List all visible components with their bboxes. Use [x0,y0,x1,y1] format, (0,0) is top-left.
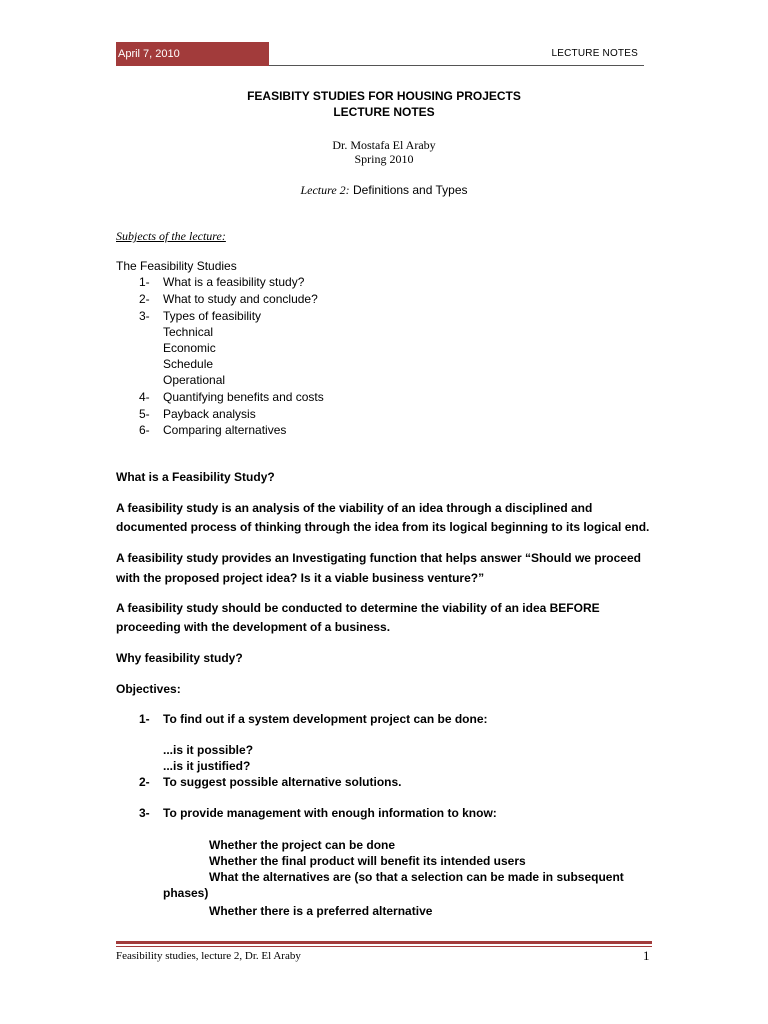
list-item-number: 2- [139,292,150,306]
header-rule [269,65,644,66]
list-subitem: Technical [163,325,214,339]
footer-rule-thick [116,941,652,944]
paragraph-line: A feasibility study is an analysis of the viability of an idea through a disciplined and [116,501,593,515]
objective-number: 1- [139,712,150,726]
footer-text: Feasibility studies, lecture 2, Dr. El Araby [116,950,301,962]
list-item-number: 6- [139,423,150,437]
list-item: Types of feasibility [163,309,262,323]
lecture-title: Definitions and Types [353,183,468,197]
section-heading-what-is: What is a Feasibility Study? [116,470,275,484]
list-item-number: 1- [139,275,150,289]
paragraph-line: A feasibility study provides an Investigating function that helps answer “Should we proceed [116,551,641,565]
list-subitem: Economic [163,341,216,355]
lecture-prefix: Lecture 2: [300,183,350,197]
list-item-number: 3- [139,309,150,323]
author: Dr. Mostafa El Araby [332,138,436,152]
objective-subitem-continued: phases) [163,886,209,900]
subjects-heading: Subjects of the lecture: [116,229,226,243]
objective-text: To provide management with enough information to know: [163,806,497,820]
list-item: Payback analysis [163,407,256,421]
objective-number: 3- [139,806,150,820]
section-heading-why: Why feasibility study? [116,651,243,665]
objective-subitem: Whether the final product will benefit its intended users [209,854,526,868]
list-item: What is a feasibility study? [163,275,305,289]
paragraph-line: with the proposed project idea? Is it a viable business venture?” [116,571,485,585]
header-date: April 7, 2010 [116,42,269,66]
lecture-heading [0,183,768,198]
page-number: 1 [643,948,650,963]
header-label: LECTURE NOTES [551,48,638,59]
objective-subitem: Whether there is a preferred alternative [209,904,433,918]
objective-number: 2- [139,775,150,789]
paragraph-line: A feasibility study should be conducted to determine the viability of an idea BEFORE [116,601,600,615]
subjects-group: The Feasibility Studies [116,259,237,273]
list-item: Comparing alternatives [163,423,287,437]
list-subitem: Operational [163,373,226,387]
paragraph-line: documented process of thinking through the idea from its logical beginning to its logical end. [116,520,650,534]
footer-rule-thin [116,946,652,947]
objective-subitem: What the alternatives are (so that a selection can be made in subsequent [209,870,624,884]
list-item-number: 4- [139,390,150,404]
objective-text: To suggest possible alternative solutions. [163,775,402,789]
objective-text: To find out if a system development project can be done: [163,712,488,726]
objective-subitem: ...is it possible? [163,743,254,757]
objectives-label: Objectives: [116,682,181,696]
list-item: Quantifying benefits and costs [163,390,324,404]
list-item: What to study and conclude? [163,292,318,306]
paragraph-line: proceeding with the development of a business. [116,620,391,634]
objective-subitem: ...is it justified? [163,759,251,773]
document-subtitle: LECTURE NOTES [333,105,435,119]
objective-subitem: Whether the project can be done [209,838,396,852]
term: Spring 2010 [354,152,414,166]
list-subitem: Schedule [163,357,214,371]
list-item-number: 5- [139,407,150,421]
document-title: FEASIBITY STUDIES FOR HOUSING PROJECTS [247,89,521,103]
